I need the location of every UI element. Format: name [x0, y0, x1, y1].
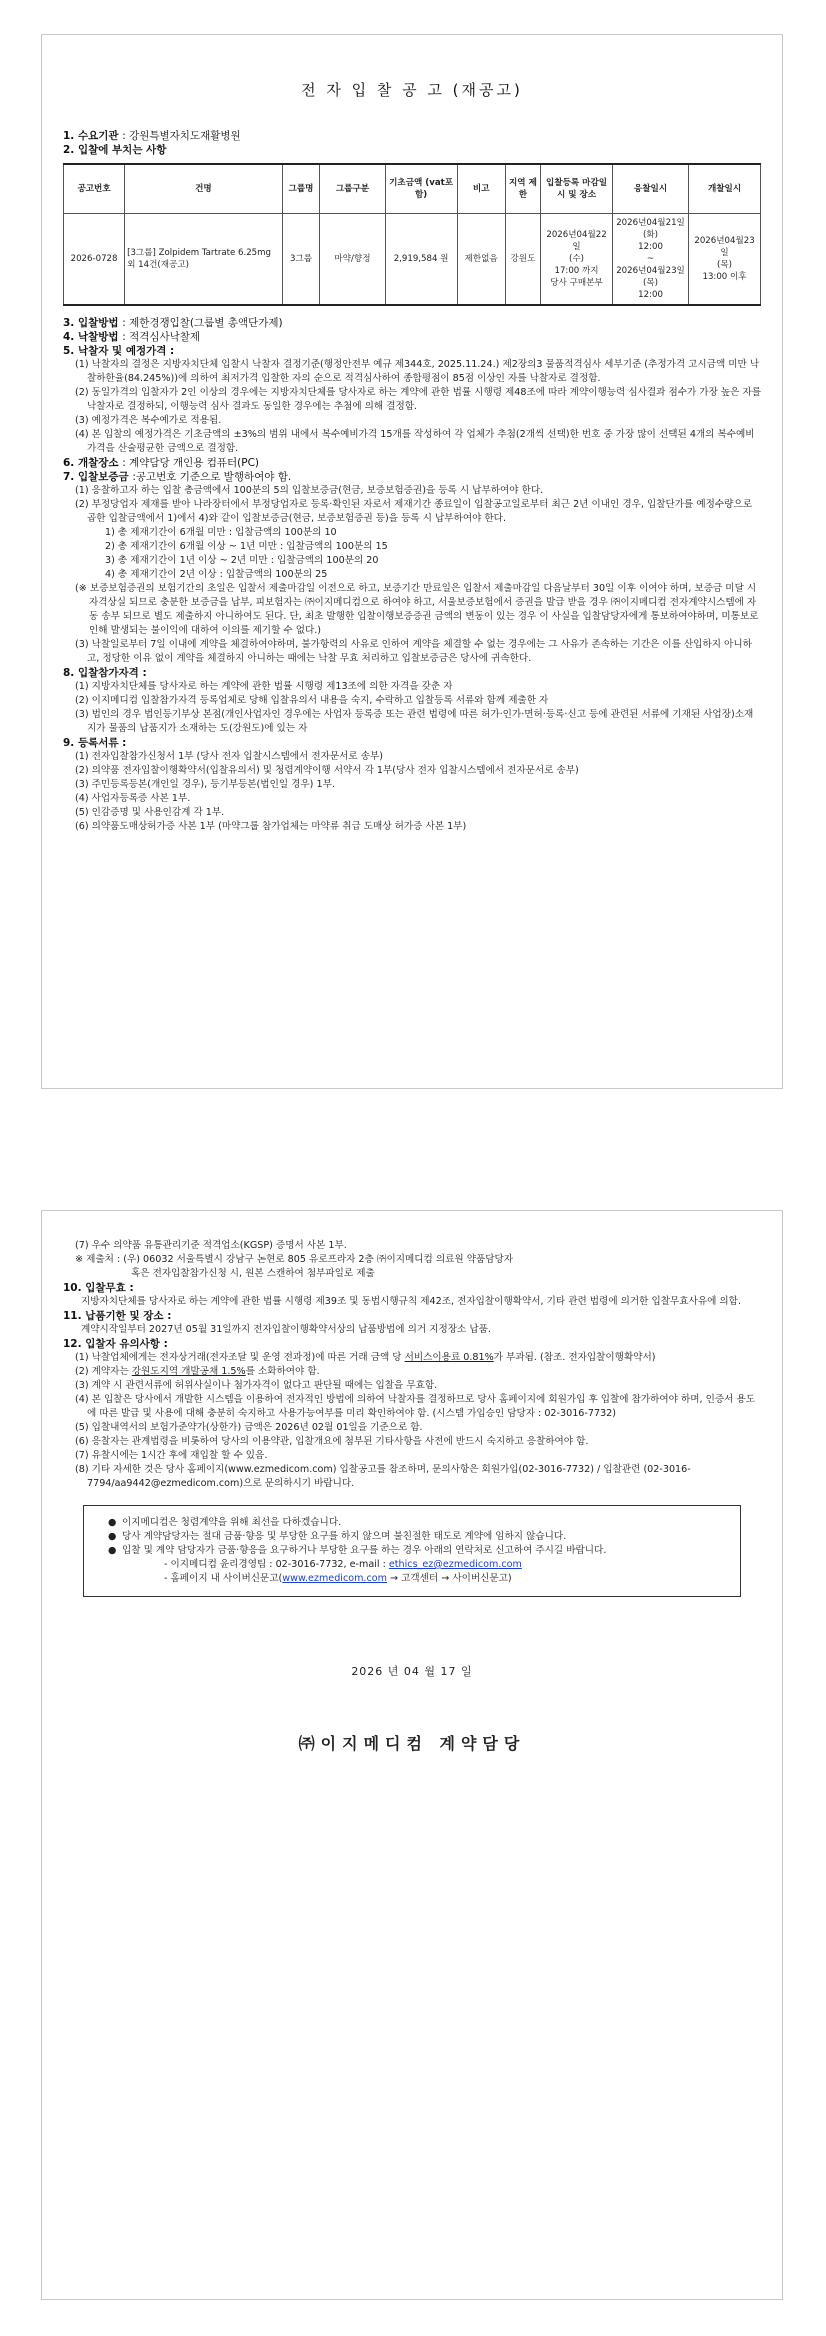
section-11-heading: 11. 납품기한 및 장소 :: [63, 1310, 172, 1322]
th-open-time: 개찰일시: [689, 164, 761, 214]
section-7-bid-bond: 7. 입찰보증금 :공고번호 기준으로 발행하여야 함.: [63, 471, 292, 483]
th-region: 지역 제한: [505, 164, 540, 214]
section-8-item: (1) 지방자치단체를 당사자로 하는 계약에 관한 법률 시행령 제13조에 의한 자격을 갖춘 자: [75, 681, 453, 692]
section-3-bid-method: 3. 입찰방법 : 제한경쟁입찰(그룹별 총액단가제): [63, 317, 283, 329]
section-5-item: (2) 동일가격의 입찰자가 2인 이상의 경우에는 지방자치단체를 당사자로 하는 계약에 관한 법률 시행령 제48조에 따라 계약이행능력 심사결과 점수가 가장 높은 자를 낙찰자로 결정하되, 이행능력 심사 결과도 동일한 경우에는 추첨에 의해 결정함.: [75, 387, 762, 412]
cell-base-amount: 2,919,584 원: [385, 214, 457, 306]
ethics-email-link[interactable]: ethics_ez@ezmedicom.com: [388, 1559, 522, 1570]
cell-group: 3그룹: [282, 214, 320, 306]
section-12-item: (4) 본 입찰은 당사에서 개발한 시스템을 이용하여 전자적인 방법에 의하여 낙찰자를 결정하므로 당사 홈페이지에 회원가입 후 입찰에 참가하여야 하며, 인증서 용도에 따른 발급 및 사용에 대해 충분히 숙지하고 사용가능여부를 미리 확인하여야 함. (시스템 가입승인 담당자 : 02-3016-7732): [75, 1394, 756, 1419]
section-9-item: (6) 의약품도매상허가증 사본 1부 (마약그룹 참가업체는 마약류 취급 도매상 허가증 사본 1부): [75, 821, 467, 832]
cell-group-type: 마약/향정: [320, 214, 385, 306]
section-12-item: (5) 입찰내역서의 보험가준약가(상한가) 금액은 2026년 02월 01일을 기준으로 함.: [75, 1422, 423, 1433]
document-title: 전 자 입 찰 공 고 (재공고): [301, 81, 523, 99]
section-7-subitem: 1) 총 제재기간이 6개월 미만 : 입찰금액의 100분의 10: [105, 527, 337, 538]
cell-remark: 제한없음: [457, 214, 505, 306]
ethics-contact: - 홈페이지 내 사이버신문고(www.ezmedicom.com → 고객센터 → 사이버신문고): [164, 1573, 512, 1584]
notice-date: 2026 년 04 월 17 일: [351, 1665, 473, 1678]
th-base-amount: 기초금액 (vat포함): [385, 164, 457, 214]
cell-notice-no: 2026-0728: [64, 214, 125, 306]
bid-table: [63, 163, 761, 306]
submit-note: 혹은 전자입찰참가신청 시, 원본 스캔하여 첨부파일로 제출: [131, 1268, 375, 1279]
cell-open-time: 2026년04월23일 (목) 13:00 이후: [689, 214, 761, 306]
section-9-item: (7) 우수 의약품 유통관리기준 적격업소(KGSP) 증명서 사본 1부.: [75, 1240, 347, 1251]
section-7-note: (※ 보증보험증권의 보험기간의 초일은 입찰서 제출마감일 이전으로 하고, 보증기간 만료일은 입찰서 제출마감일 다음날부터 30일 이후 이여야 하며, 보증금 미달 시 자격상실 되므로 충분한 보증금을 납부, 피보험자는 ㈜이지메디컴으로 하여야 하고, 서울보증보험에서 증권을 발급 받을 경우 ㈜이지메디컴 전자계약시스템에 자동 송부 되므로 별도 제출하지 아니하여도 된다. 단, 최초 발행한 입찰이행보증증권 금액의 변동이 있는 경우 이 사실을 입찰담당자에게 통보하여야하며, 미통보로 인해 발생되는 불이익에 대하여 이의를 제기할 수 없다.): [75, 583, 759, 636]
section-9-item: (1) 전자입찰참가신청서 1부 (당사 전자 입찰시스템에서 전자문서로 송부): [75, 751, 384, 762]
cell-item-name: [3그룹] Zolpidem Tartrate 6.25mg 외 14건(재공고): [125, 214, 283, 306]
section-12-item: (8) 기타 자세한 것은 당사 홈페이지(www.ezmedicom.com) 입찰공고를 참조하며, 문의사항은 회원가입(02-3016-7732) / 입찰관련 (02-3016-7794/aa9442@ezmedicom.com)으로 문의하시기 바랍니다.: [75, 1464, 691, 1489]
ethics-bullet: ● 이지메디컴은 청렴계약을 위해 최선을 다하겠습니다.: [108, 1517, 342, 1528]
section-12-item: (7) 유찰시에는 1시간 후에 재입찰 할 수 있음.: [75, 1450, 268, 1461]
section-7-item: (3) 낙찰일로부터 7일 이내에 계약을 체결하여야하며, 불가항력의 사유로 인하여 계약을 체결할 수 없는 경우에는 그 사유가 존속하는 기간은 이를 산입하지 아니하고, 정당한 이유 없이 계약을 체결하지 아니하는 때에는 낙찰 무효 처리하고 입찰보증금은 당사에 귀속한다.: [75, 639, 752, 664]
section-12-heading: 12. 입찰자 유의사항 :: [63, 1338, 168, 1350]
section-6-opening-place: 6. 개찰장소 : 계약담당 개인용 컴퓨터(PC): [63, 457, 260, 469]
cell-bid-period: 2026년04월21일 (화) 12:00 ~ 2026년04월23일 (목) 12:00: [612, 214, 688, 306]
section-7-subitem: 2) 총 제재기간이 6개월 이상 ~ 1년 미만 : 입찰금액의 100분의 15: [105, 541, 388, 552]
section-12-item: (2) 계약자는 강원도지역 개발공채 1.5%를 소화하여야 함.: [75, 1366, 320, 1377]
section-5-item: (4) 본 입찰의 예정가격은 기초금액의 ±3%의 범위 내에서 복수예비가격 15개를 작성하여 각 업체가 추첨(2개씩 선택)한 번호 중 가장 많이 선택된 4개의 복수예비가격을 산술평균한 금액으로 결정함.: [75, 429, 755, 454]
ethics-contact: - 이지메디컴 윤리경영팀 : 02-3016-7732, e-mail : ethics_ez@ezmedicom.com: [164, 1559, 522, 1570]
th-remark: 비고: [457, 164, 505, 214]
section-12-item: (3) 계약 시 관련서류에 허위사실이나 첨가자격이 없다고 판단될 때에는 입찰을 무효함.: [75, 1380, 438, 1391]
th-group: 그룹명: [282, 164, 320, 214]
section-2-heading: 2. 입찰에 부치는 사항: [63, 144, 167, 156]
ethics-bullet: ● 당사 계약담당자는 절대 금품·향응 및 부당한 요구를 하지 않으며 불친절한 태도로 계약에 임하지 않습니다.: [108, 1531, 567, 1542]
section-11-text: 계약시작일부터 2027년 05월 31일까지 전자입찰이행확약서상의 납품방법에 의거 지정장소 납품.: [81, 1324, 491, 1335]
homepage-link[interactable]: www.ezmedicom.com: [282, 1573, 387, 1584]
section-5-heading: 5. 낙찰자 및 예정가격 :: [63, 345, 175, 357]
th-bid-period: 응찰일시: [612, 164, 688, 214]
section-9-item: (5) 인감증명 및 사용인감계 각 1부.: [75, 807, 225, 818]
section-7-item: (1) 응찰하고자 하는 입찰 총금액에서 100분의 5의 입찰보증금(현금, 보증보험증권)을 등록 시 납부하여야 한다.: [75, 485, 544, 496]
section-5-item: (3) 예정가격은 복수예가로 적용됨.: [75, 415, 222, 426]
ethics-notice-box: [83, 1505, 741, 1597]
section-12-item: (1) 낙찰업체에게는 전자상거래(전자조달 및 운영 전과정)에 따른 거래 금액 당 서비스이용료 0.81%가 부과됨. (참조. 전자입찰이행확약서): [75, 1352, 656, 1363]
submit-note: ※ 제출처 : (우) 06032 서울특별시 강남구 논현로 805 유로프라자 2층 ㈜이지메디컴 의료원 약품담당자: [75, 1254, 514, 1265]
section-5-item: (1) 낙찰자의 결정은 지방자치단체 입찰시 낙찰자 결정기준(행정안전부 예규 제344호, 2025.11.24.) 제2장의3 물품적격심사 세부기준 (추정가격 고시금액 미만 낙찰하한율(84.245%))에 의하여 최저가격 입찰한 자의 순으로 적격심사하여 종합평점이 85점 이상인 자를 낙찰자로 결정함.: [75, 359, 760, 384]
th-notice-no: 공고번호: [64, 164, 125, 214]
th-reg-deadline: 입찰등록 마감일시 및 장소: [541, 164, 613, 214]
section-9-item: (4) 사업자등록증 사본 1부.: [75, 793, 191, 804]
section-8-heading: 8. 입찰참가자격 :: [63, 667, 147, 679]
section-10-heading: 10. 입찰무효 :: [63, 1282, 134, 1294]
section-1-demand-agency: 1. 수요기관 : 강원특별자치도재활병원: [63, 130, 241, 142]
th-group-type: 그룹구분: [320, 164, 385, 214]
section-9-item: (2) 의약품 전자입찰이행확약서(입찰유의서) 및 청렴계약이행 서약서 각 1부(당사 전자 입찰시스템에서 전자문서로 송부): [75, 765, 579, 776]
section-9-heading: 9. 등록서류 :: [63, 737, 127, 749]
signature: ㈜이지메디컴 계약담당: [298, 1734, 526, 1753]
section-7-item: (2) 부정당업자 제재를 받아 나라장터에서 부정당업자로 등록·확인된 자로서 제재기간 종료일이 입찰공고일로부터 최근 2년 이내인 경우, 입찰단가를 예정수량으로 곱한 입찰금액에서 1)에서 4)와 같이 입찰보증금(현금, 보증보험증권 등)을 등록 시 납부하여야 한다.: [75, 499, 752, 524]
section-4-award-method: 4. 낙찰방법 : 적격심사낙찰제: [63, 331, 201, 343]
document-page-2: [41, 1210, 783, 2300]
section-12-item: (6) 응찰자는 관계법령을 비롯하여 당사의 이용약관, 입찰개요에 첨부된 기타사항을 사전에 반드시 숙지하고 응찰하여야 함.: [75, 1436, 589, 1447]
document-page-1: [41, 34, 783, 1089]
cell-reg-deadline: 2026년04월22일 (수) 17:00 까지 당사 구매본부: [541, 214, 613, 306]
section-8-item: (3) 법인의 경우 법인등기부상 본점(개인사업자인 경우에는 사업자 등록증 또는 관련 법령에 따른 허가·인가·면허·등록·신고 등에 관련된 서류에 기재된 사업장)소재지가 물품의 납품지가 소재하는 도(강원도)에 있는 자: [75, 709, 754, 734]
th-item-name: 건명: [125, 164, 283, 214]
section-8-item: (2) 이지메디컴 입찰참가자격 등록업체로 당해 입찰유의서 내용을 숙지, 수락하고 입찰등록 서류와 함께 제출한 자: [75, 695, 549, 706]
section-7-subitem: 4) 총 제재기간이 2년 이상 : 입찰금액의 100분의 25: [105, 569, 328, 580]
cell-region: 강원도: [505, 214, 540, 306]
section-9-item: (3) 주민등록등본(개인일 경우), 등기부등본(법인일 경우) 1부.: [75, 779, 335, 790]
ethics-bullet: ● 입찰 및 계약 담당자가 금품·향응을 요구하거나 부당한 요구를 하는 경우 아래의 연락처로 신고하여 주시길 바랍니다.: [108, 1545, 607, 1556]
section-7-subitem: 3) 총 제재기간이 1년 이상 ~ 2년 미만 : 입찰금액의 100분의 20: [105, 555, 379, 566]
section-10-text: 지방자치단체를 당사자로 하는 계약에 관한 법률 시행령 제39조 및 동법시행규칙 제42조, 전자입찰이행확약서, 기타 관련 법령에 의거한 입찰무효사유에 의함.: [81, 1296, 741, 1307]
